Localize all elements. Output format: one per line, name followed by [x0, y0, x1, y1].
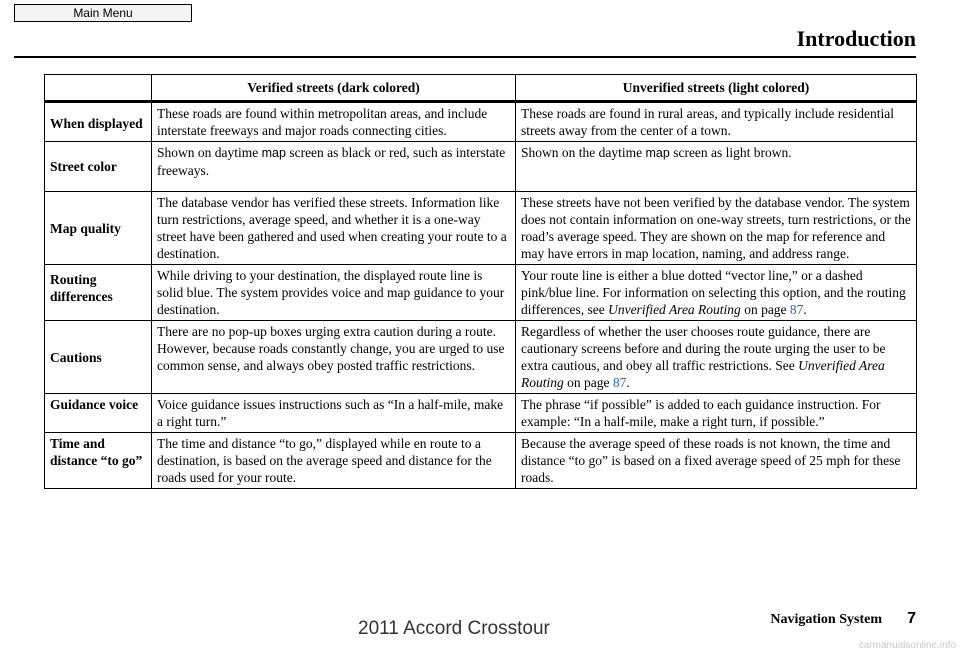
- unverified-cell: The phrase “if possible” is added to each guidance instruction. For example: “In a half-mile, make a right turn, if possible.”: [516, 394, 917, 433]
- table-row: [45, 321, 917, 394]
- cell-text: on page: [563, 375, 613, 390]
- cell-text: Regardless of whether the user chooses route guidance, there are cautionary screens before and during the route urging the user to be extra cautious, and obey all traffic restrictions. See: [521, 324, 886, 373]
- verified-cell: The database vendor has verified these streets. Information like turn restrictions, average speed, and whether it is a one-way street have been gathered and used when creating your route to a destination.: [152, 192, 516, 265]
- verified-cell: There are no pop-up boxes urging extra caution during a route. However, because roads constantly change, you are urged to use common sense, and always obey posted traffic restrictions.: [152, 321, 516, 394]
- row-label: Street color: [45, 142, 152, 192]
- unverified-cell: [516, 265, 917, 321]
- row-label: Cautions: [45, 321, 152, 394]
- cross-reference-title: Unverified Area Routing: [521, 358, 885, 390]
- header-unverified: Unverified streets (light colored): [516, 75, 917, 102]
- row-label: Map quality: [45, 192, 152, 265]
- table-row: [45, 265, 917, 321]
- page-link[interactable]: 87: [612, 375, 627, 390]
- unverified-cell: Because the average speed of these roads is not known, the time and distance “to go” is based on a fixed average speed of 25 mph for these roads.: [516, 433, 917, 489]
- cell-text: .: [803, 302, 807, 317]
- row-label: Guidance voice: [45, 394, 152, 433]
- footer-section-name: Navigation System: [770, 612, 882, 627]
- row-label: Routing differences: [45, 265, 152, 321]
- verified-cell: Voice guidance issues instructions such as “In a half-mile, make a right turn.”: [152, 394, 516, 433]
- unverified-cell: These roads are found in rural areas, and typically include residential streets away from the center of a town.: [516, 102, 917, 142]
- row-label: Time and distance “to go”: [45, 433, 152, 489]
- table-header-row: [45, 75, 917, 102]
- verified-cell: While driving to your destination, the displayed route line is solid blue. The system provides voice and map guidance to your destination.: [152, 265, 516, 321]
- table-row: [45, 433, 917, 489]
- page-title: Introduction: [796, 26, 916, 51]
- unverified-cell: [516, 321, 917, 394]
- header-blank: [45, 75, 152, 102]
- table-row: [45, 192, 917, 265]
- verified-cell: [152, 142, 516, 192]
- cross-reference-title: Unverified Area Routing: [608, 302, 741, 317]
- cell-text: Shown on the daytime: [521, 145, 646, 160]
- verified-cell: These roads are found within metropolitan areas, and include interstate freeways and major roads connecting cities.: [152, 102, 516, 142]
- verified-cell: The time and distance “to go,” displayed while en route to a destination, is based on the average speed and distance for the roads used for your route.: [152, 433, 516, 489]
- title-divider: [14, 56, 916, 58]
- unverified-cell: [516, 142, 917, 192]
- cell-text: on page: [740, 302, 790, 317]
- cell-text: .: [626, 375, 630, 390]
- table-row: [45, 142, 917, 192]
- unverified-cell: These streets have not been verified by the database vendor. The system does not contain information on one-way streets, turn restrictions, or the road’s average speed. They are shown on the map for reference and may have errors in map location, naming, and address range.: [516, 192, 917, 265]
- table-row: [45, 102, 917, 142]
- comparison-table: [44, 74, 917, 489]
- map-term: map: [645, 146, 670, 160]
- header-verified: Verified streets (dark colored): [152, 75, 516, 102]
- cell-text: screen as black or red, such as interstate freeways.: [157, 145, 506, 178]
- page-link[interactable]: 87: [789, 302, 804, 317]
- map-term: map: [261, 146, 286, 160]
- page-number: 7: [907, 610, 916, 627]
- table-row: [45, 394, 917, 433]
- main-menu-button[interactable]: Main Menu: [14, 4, 192, 22]
- watermark: carmanualsonline.info: [858, 640, 956, 651]
- cell-text: Your route line is either a blue dotted “vector line,” or a dashed pink/blue line. For information on selecting this option, and the routing differences, see: [521, 268, 906, 317]
- cell-text: screen as light brown.: [669, 145, 792, 160]
- row-label: When displayed: [45, 102, 152, 142]
- cell-text: Shown on daytime: [157, 145, 262, 160]
- model-caption: 2011 Accord Crosstour: [358, 618, 550, 639]
